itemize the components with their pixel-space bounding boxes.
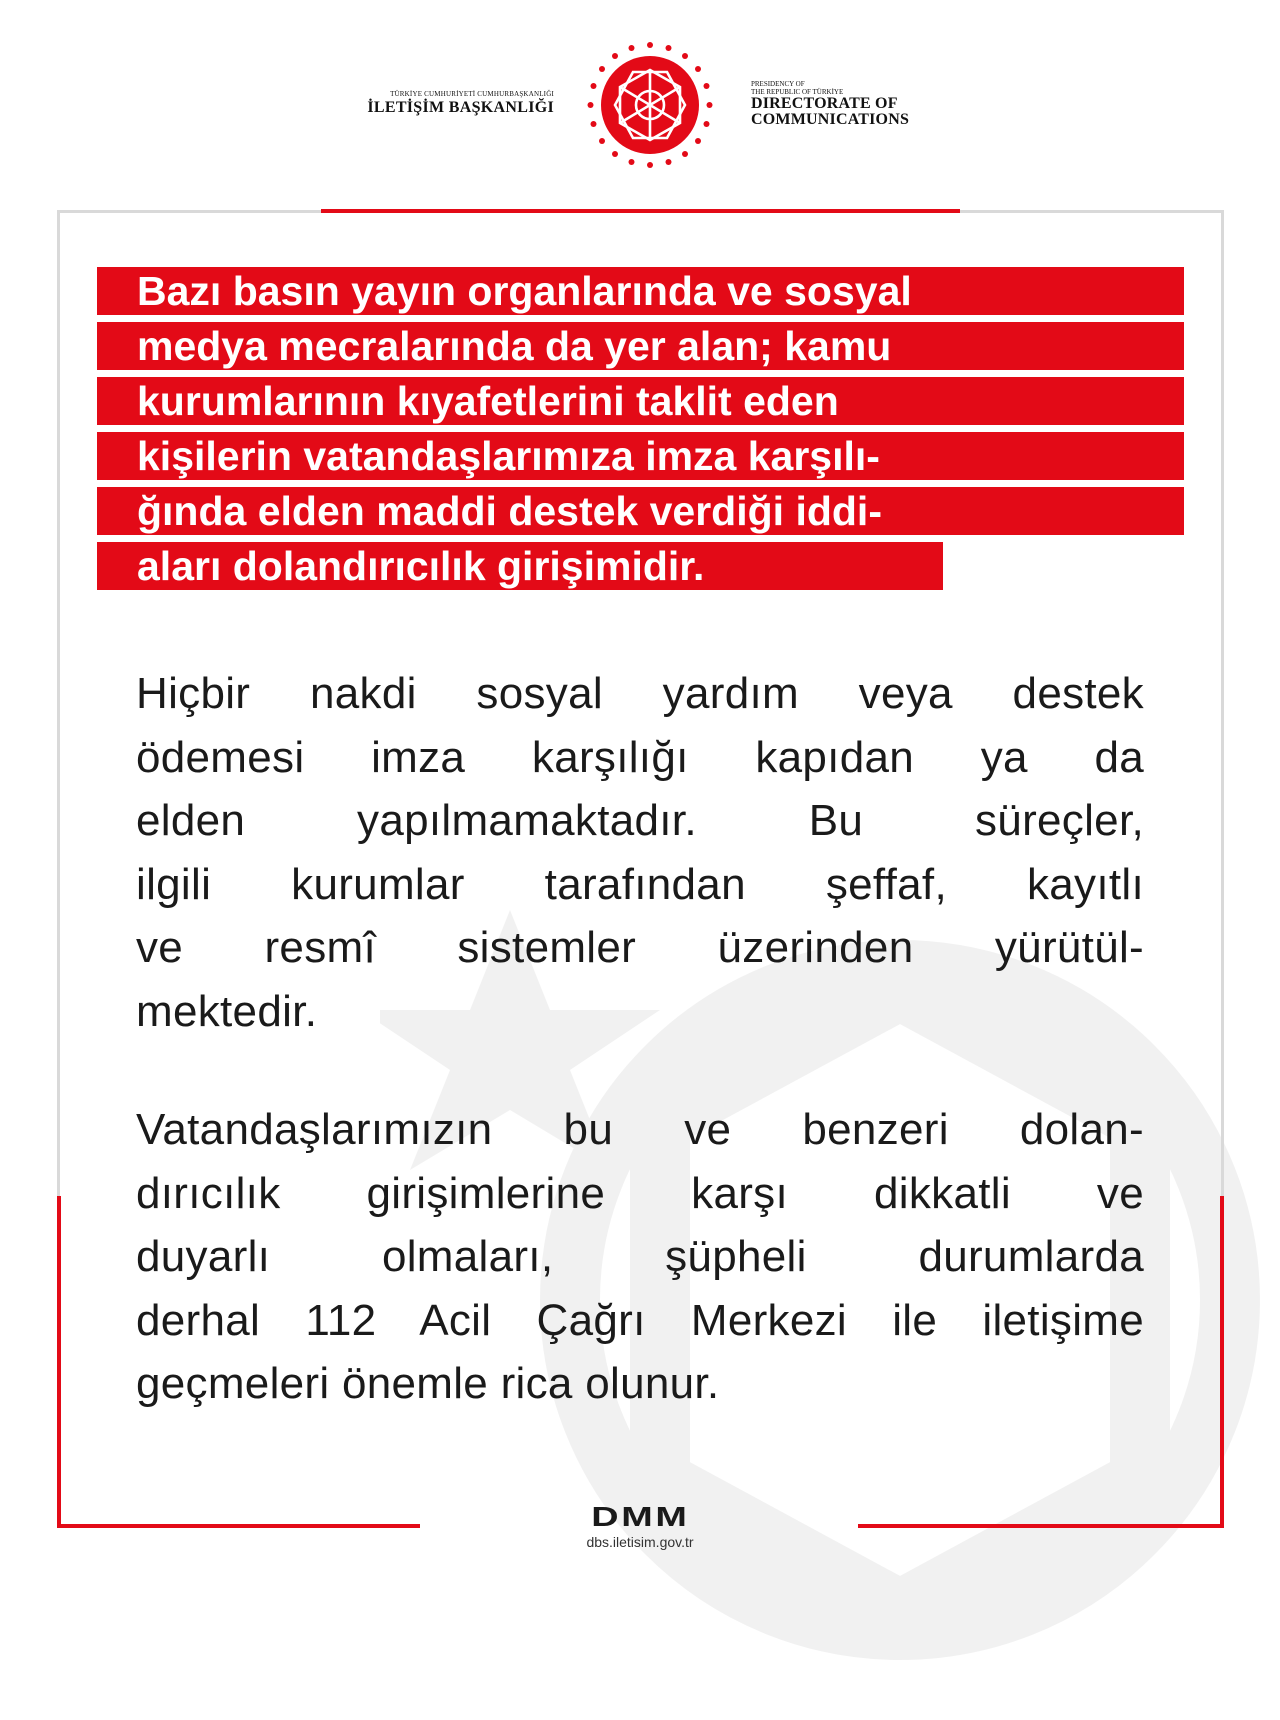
paragraph-line: ödemesi imza karşılığı kapıdan ya da	[136, 732, 1144, 782]
paragraph-2	[136, 1098, 1144, 1416]
paragraph-line: ilgili kurumlar tarafından şeffaf, kayıtlı	[136, 859, 1144, 909]
paragraph-line: duyarlı olmaları, şüpheli durumlarda	[136, 1232, 1144, 1281]
headline-line	[97, 487, 1197, 535]
directorate-label-en-2: COMMUNICATIONS	[751, 111, 910, 128]
frame-right-gray	[1221, 210, 1224, 1196]
frame-right-accent	[1220, 1196, 1224, 1526]
paragraph-line: geçmeleri önemle rica olunur.	[136, 1359, 720, 1408]
headline-text: aları dolandırıcılık girişimidir.	[137, 543, 705, 589]
headline-line	[97, 267, 1197, 315]
paragraph-line: Hiçbir nakdi sosyal yardım veya destek	[136, 669, 1144, 718]
paragraph-line: dırıcılık girişimlerine karşı dikkatli ve	[136, 1168, 1144, 1218]
frame-top-right	[960, 210, 1224, 213]
headline-text: Bazı basın yayın organlarında ve sosyal	[137, 268, 912, 314]
headline	[97, 267, 1197, 597]
directorate-label-en-1: DIRECTORATE OF	[751, 95, 898, 112]
paragraph-line: elden yapılmamaktadır. Bu süreçler,	[136, 796, 1144, 845]
paragraph-line: Vatandaşlarımızın bu ve benzeri dolan-	[136, 1105, 1144, 1154]
presidency-label-en-2: THE REPUBLIC OF TÜRKİYE	[751, 88, 844, 96]
headline-line	[97, 542, 1197, 590]
headline-line	[97, 432, 1197, 480]
paragraph-1	[136, 662, 1144, 1043]
frame-left-accent	[57, 1196, 61, 1526]
paragraph-line: ve resmî sistemler üzerinden yürütül-	[136, 923, 1144, 972]
headline-line	[97, 322, 1197, 370]
footer-url[interactable]: dbs.iletisim.gov.tr	[586, 1534, 694, 1550]
presidency-label-en-1: PRESIDENCY OF	[751, 80, 805, 88]
headline-text: kurumlarının kıyafetlerini taklit eden	[137, 378, 839, 424]
directorate-name-en	[751, 80, 909, 128]
frame-top-accent	[321, 209, 960, 213]
presidency-label-tr: TÜRKİYE CUMHURİYETİ CUMHURBAŞKANLIĞI	[390, 90, 554, 98]
paragraph-line: mektedir.	[136, 986, 318, 1036]
frame-left-gray	[57, 210, 60, 1196]
header	[0, 36, 1280, 176]
directorate-label-tr: İLETİŞİM BAŞKANLIĞI	[367, 99, 554, 116]
headline-line	[97, 377, 1197, 425]
directorate-name-tr	[367, 90, 554, 117]
frame-top-left	[57, 210, 321, 213]
presidency-emblem-icon	[585, 40, 715, 170]
headline-text: ğında elden maddi destek verdiği iddi-	[137, 488, 882, 534]
paragraph-line: derhal 112 Acil Çağrı Merkezi ile iletişime	[136, 1295, 1144, 1345]
footer	[560, 1502, 720, 1550]
dmm-logo: DMM	[590, 1501, 690, 1532]
headline-text: kişilerin vatandaşlarımıza imza karşılı-	[137, 433, 880, 479]
frame-bottom-left	[57, 1524, 420, 1528]
headline-text: medya mecralarında da yer alan; kamu	[137, 323, 892, 369]
frame-bottom-right	[858, 1524, 1224, 1528]
